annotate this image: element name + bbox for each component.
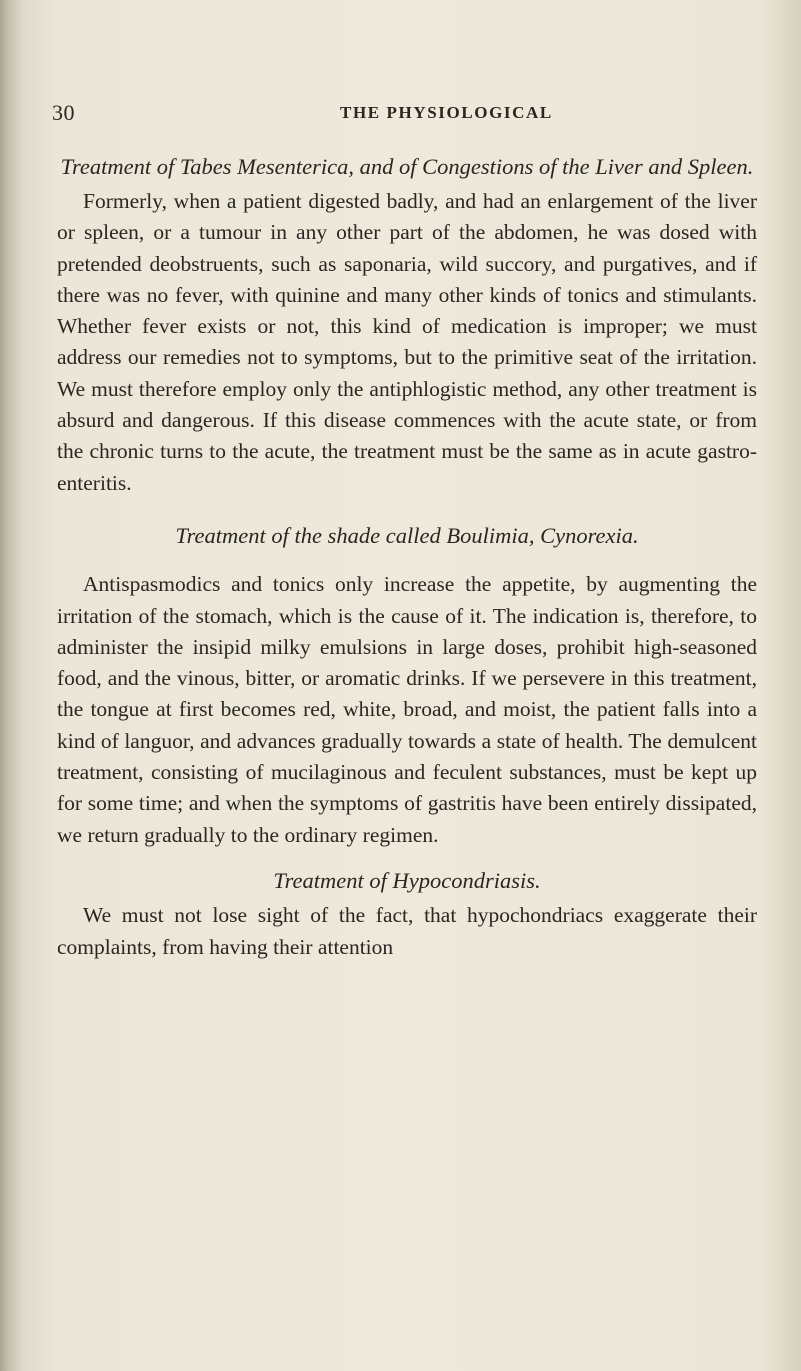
section-heading: Treatment of the shade called Boulimia, Cynorexia.	[175, 522, 639, 548]
body-text	[57, 152, 757, 963]
page-number: 30	[52, 100, 75, 125]
running-head	[52, 100, 752, 132]
paragraph: Antispasmodics and tonics only increase the appetite, by augmenting the irritation of the stomach, which is the cause of it. The indication is, therefore, to administer the insipid milky emulsions in large doses, prohibit high-seasoned food, and the vinous, bitter, or aromatic drinks. If we persevere in this treatment, the tongue at first becomes red, white, broad, and moist, the patient falls into a kind of languor, and advances gradually towards a state of health. The demulcent treatment, consisting of mucilaginous and feculent substances, must be kept up for some time; and when the symptoms of gastritis have been entirely dissipated, we return gradually to the ordinary regimen.	[57, 572, 757, 847]
running-head-title: THE PHYSIOLOGICAL	[340, 103, 553, 122]
binding-shadow	[0, 0, 22, 1371]
section-heading: Treatment of Hypocondriasis.	[273, 867, 541, 893]
paragraph: Formerly, when a patient digested badly, and had an enlargement of the liver or spleen, or a tumour in any other part of the abdomen, he was dosed with pretended deobstruents, such as saponaria, wild succory, and purgatives, and if there was no fever, with quinine and many other kinds of tonics and stimulants. Whether fever exists or not, this kind of medication is improper; we must address our remedies not to symptoms, but to the primitive seat of the irritation. We must therefore employ only the antiphlogistic method, any other treatment is absurd and dangerous. If this disease commences with the acute state, or from the chronic turns to the acute, the treatment must be the same as in acute gastro-enteritis.	[57, 189, 757, 495]
section-heading: Treatment of Tabes Mesenterica, and of Congestions of the Liver and Spleen.	[60, 154, 754, 179]
paragraph: We must not lose sight of the fact, that hypochondriacs exaggerate their complaints, from having their attention	[57, 903, 757, 959]
